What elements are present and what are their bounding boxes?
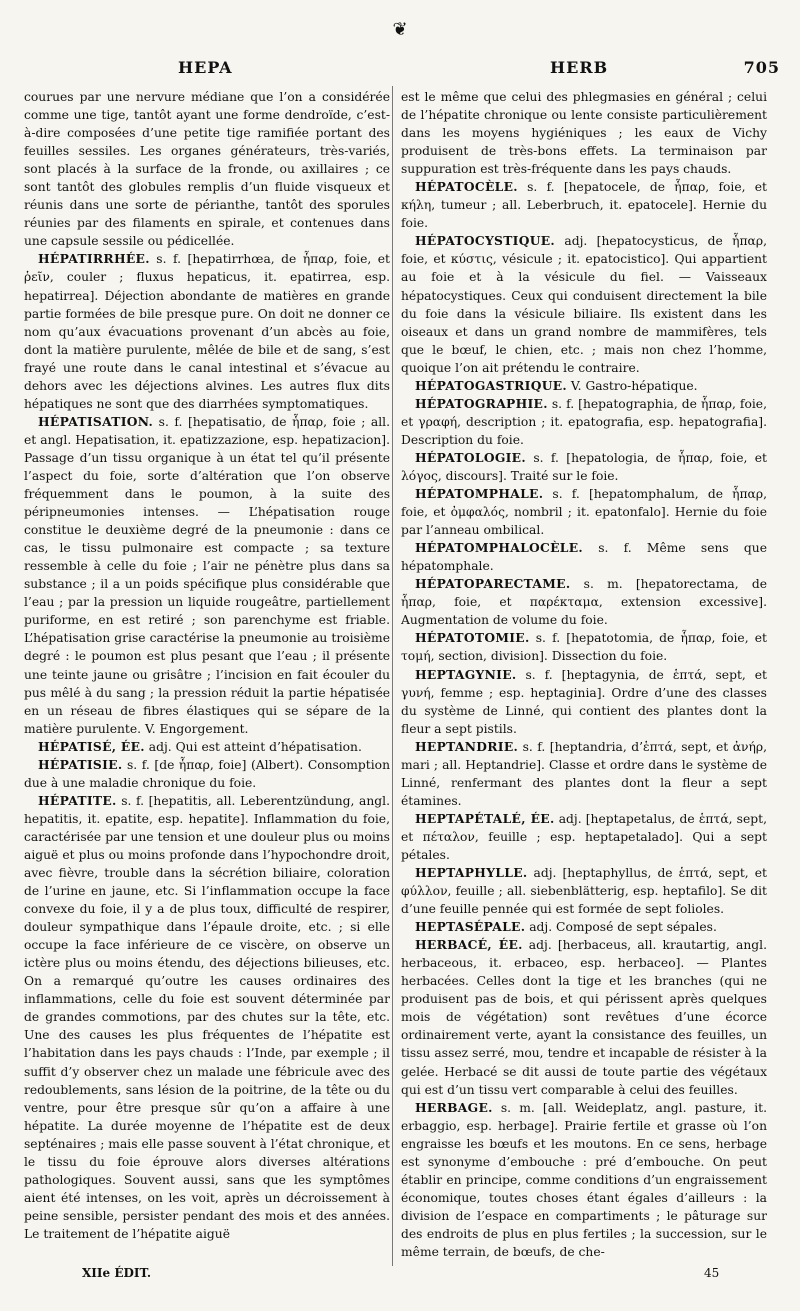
entry	[401, 485, 767, 539]
entry-text: s. f. [hepatologia, de ἧπαρ, foie, et λόγος, discours]. Traité sur le foie.	[401, 450, 767, 483]
edition-mark: XIIe ÉDIT.	[82, 1266, 152, 1280]
entry	[401, 864, 767, 918]
entry	[401, 666, 767, 738]
entry-headword: HEPTAPHYLLE.	[415, 865, 528, 881]
entry	[24, 792, 390, 1243]
entry-headword: HEPTAGYNIE.	[415, 666, 517, 682]
entry-headword: HÉPATISÉ, ÉE.	[38, 738, 145, 754]
entry-text: s. m. [all. Weideplatz, angl. pasture, it. erbaggio, esp. herbage]. Prairie fertile et grasse où l’on engraisse les bœufs et les moutons. En ce sens, herbage est synonyme d’embouche : pré d’embouche. On peut établir en principe, comme conditions d’un engraissement économique, toutes choses étant égales d’ailleurs : la division de l’espace en compartiments ; le pâturage sur des endroits de plus en plus fertiles ; la succession, sur le même terrain, de bœufs, de che-	[401, 1100, 767, 1259]
entry-headword: HÉPATOCÈLE.	[415, 179, 518, 195]
entry	[401, 629, 767, 665]
entry	[401, 810, 767, 864]
column-right	[401, 88, 767, 1266]
entry-text: s. m. [hepatorectama, de ἧπαρ, foie, et παρέκταμα, extension excessive]. Augmentation de volume du foie.	[401, 577, 767, 628]
entry-text: s. f. [heptagynia, de ἑπτά, sept, et γυνή, femme ; esp. heptaginia]. Ordre d’une des classes du système de Linné, qui contient des plantes dont la fleur a sept pistils.	[401, 667, 767, 736]
entry-headword: HÉPATOMPHALE.	[415, 486, 544, 502]
entry-headword: HÉPATOGRAPHIE.	[415, 395, 548, 411]
entry-continuation	[24, 88, 390, 250]
entry-text: s. f. [de ἧπαρ, foie] (Albert). Consomption due à une maladie chronique du foie.	[24, 757, 390, 790]
entry-text: adj. [heptaphyllus, de ἑπτά, sept, et φύλλον, feuille ; all. siebenblätterig, esp. heptafilo]. Se dit d’une feuille pennée qui est formée de sept folioles.	[401, 866, 767, 917]
entry-text: s. f. [hepatographia, de ἧπαρ, foie, et γραφή, description ; it. epatografia, esp. hepatografia]. Description du foie.	[401, 396, 767, 447]
entry	[401, 395, 767, 449]
entry-text: V. Gastro-hépatique.	[567, 378, 698, 393]
ornament: ❦	[392, 19, 408, 40]
entry-text: s. f. [heptandria, d’ἑπτά, sept, et ἀνήρ, mari ; all. Heptandrie]. Classe et ordre dans le système de Linné, renfermant des plantes dont la fleur a sept étamines.	[401, 739, 767, 808]
entry-text: adj. Composé de sept sépales.	[525, 920, 717, 935]
entry-text: adj. [heptapetalus, de ἑπτά, sept, et πέταλον, feuille ; esp. heptapetalado]. Qui a sept pétales.	[401, 811, 767, 862]
entry-headword: HÉPATISIE.	[38, 756, 123, 772]
entry-headword: HEPTASÉPALE.	[415, 919, 526, 935]
running-head-left: HEPA	[178, 58, 233, 77]
column-left	[24, 88, 390, 1266]
entry-headword: HÉPATOTOMIE.	[415, 630, 530, 646]
entry	[24, 756, 390, 792]
column-divider	[392, 86, 393, 1266]
entry	[401, 449, 767, 485]
entry-text: adj. Qui est atteint d’hépatisation.	[144, 739, 362, 754]
entry-text: s. f. Même sens que hépatomphale.	[401, 541, 767, 574]
entry-text: est le même que celui des phlegmasies en général ; celui de l’hépatite chronique ou lente consiste particulièrement dans les moyens hygiéniques ; les eaux de Vichy produisent de très-bons effets. La terminaison par suppuration est très-fréquente dans les pays chauds.	[401, 90, 767, 177]
entry	[401, 575, 767, 629]
entry-headword: HÉPATOGASTRIQUE.	[415, 377, 568, 393]
entry-headword: HERBAGE.	[415, 1099, 493, 1115]
entry-headword: HEPTAPÉTALÉ, ÉE.	[415, 810, 555, 826]
entry-headword: HEPTANDRIE.	[415, 738, 519, 754]
entry-text: s. f. [hepatisatio, de ἧπαρ, foie ; all. et angl. Hepatisation, it. epatizzazione, esp. hepatizacion]. Passage d’un tissu organique à un état tel qu’il présente l’aspect du foie, sorte d’altération que l’on observe fréquemment dans le poumon, à la suite des péripneumonies intenses. — L’hépatisation rouge constitue le deuxième degré de la pneumonie : dans ce cas, le tissu pulmonaire est compacte ; sa texture ressemble à celle du foie ; l’air ne pénètre plus dans sa substance ; il a un poids spécifique plus considérable que l’eau ; par la pression un liquide rougeâtre, partiellement puriforme, en est retiré ; son parenchyme est friable. L’hépatisation grise caractérise la pneumonie au troisième degré : le poumon est plus pesant que l’eau ; il présente une teinte jaune ou grisâtre ; l’incision en fait écouler du pus mêlé à du sang ; la pression réduit la partie hépatisée en un réseau de fibres élastiques qui se sépare de la matière purulente. V. Engorgement.	[24, 414, 390, 736]
entry	[401, 1099, 767, 1261]
entry-headword: HERBACÉ, ÉE.	[415, 937, 523, 953]
entry-text: courues par une nervure médiane que l’on a considérée comme une tige, tantôt ayant une forme dendroïde, c’est-à-dire composées d’une petite tige ramifiée portant des feuilles sessiles. Les organes générateurs, très-variés, sont placés à la surface de la fronde, ou axillaires ; ce sont tantôt des globules remplis d’un fluide visqueux et réunis dans une sorte de périanthe, tantôt des sporules réunies par des filaments en spirale, et contenues dans une capsule sessile ou pédicellée.	[24, 90, 390, 249]
entry	[401, 936, 767, 1098]
entry-text: adj. [hepatocysticus, de ἧπαρ, foie, et κύστις, vésicule ; it. epatocistico]. Qui appartient au foie et à la vésicule du fiel. — Vaisseaux hépatocystiques. Ceux qui conduisent directement la bile du foie dans la vésicule biliaire. Ils existent dans les oiseaux et dans un grand nombre de mammifères, tels que le bœuf, le chien, etc. ; mais non chez l’homme, quoique l’on ait prétendu le contraire.	[401, 234, 767, 375]
page-header	[20, 58, 780, 82]
signature-number: 45	[704, 1266, 720, 1280]
entry	[24, 250, 390, 412]
entry-headword: HÉPATIRRHÉE.	[38, 251, 150, 267]
entry	[24, 413, 390, 738]
page-number: 705	[743, 58, 780, 77]
entry-headword: HÉPATISATION.	[38, 413, 154, 429]
entry	[401, 178, 767, 232]
entry-text: s. f. [hepatomphalum, de ἧπαρ, foie, et ὀμφαλός, nombril ; it. epatonfalo]. Hernie du foie par l’anneau ombilical.	[401, 487, 767, 538]
entry-text: adj. [herbaceus, all. krautartig, angl. herbaceous, it. erbaceo, esp. herbaceo]. — Plantes herbacées. Celles dont la tige et les branches (qui ne produisent pas de bois, et qui périssent après quelques mois de végétation) sont revêtues d’une écorce ordinairement verte, ayant la consistance des feuilles, un tissu assez serré, mou, tendre et incapable de résister à la gelée. Herbacé se dit aussi de toute partie des végétaux qui est d’un tissu vert comparable à celui des feuilles.	[401, 938, 767, 1097]
entry-text: s. f. [hepatocele, de ἧπαρ, foie, et κήλη, tumeur ; all. Leberbruch, it. epatocele]. Hernie du foie.	[401, 180, 767, 231]
page-footer	[24, 1266, 780, 1288]
entry-text: s. f. [hepatitis, all. Leberentzündung, angl. hepatitis, it. epatite, esp. hepatite]. Inflammation du foie, caractérisée par une tension et une douleur plus ou moins aiguë et plus ou moins profonde dans l’hypochondre droit, avec fièvre, trouble dans la sécrétion biliaire, coloration de l’urine en jaune, etc. Si l’inflammation occupe la face convexe du foie, il y a de plus toux, difficulté de respirer, douleur sympathique dans l’épaule droite, etc. ; si elle occupe la face inférieure de ce viscère, on observe un ictère plus ou moins étendu, des déjections bilieuses, etc. On a remarqué qu’outre les causes ordinaires des inflammations, celle du foie est souvent déterminée par de grandes commotions, par des chutes sur la tête, etc. Une des causes les plus fréquentes de l’hépatite est l’habitation dans les pays chauds : l’Inde, par exemple ; il suffit d’y observer chez un malade une fébricule avec des redoublements, sans lésion de la poitrine, de la tête ou du ventre, pour être presque sûr qu’on a affaire à une hépatite. La durée moyenne de l’hépatite est de deux septénaires ; mais elle passe souvent à l’état chronique, et le tissu du foie éprouve alors diverses altérations pathologiques. Souvent aussi, sans que les symptômes aient été intenses, on les voit, après un décroissement à peine sensible, persister pendant des mois et des années. Le traitement de l’hépatite aiguë	[24, 793, 390, 1241]
entry-headword: HÉPATITE.	[38, 792, 117, 808]
entry-text: s. f. [hepatirrhœa, de ἧπαρ, foie, et ῥεῖν, couler ; fluxus hepaticus, it. epatirrea, esp. hepatirrea]. Déjection abondante de matières en grande partie formées de bile presque pure. On doit ne donner ce nom qu’aux évacuations provenant d’un abcès au foie, dont la matière purulente, mêlée de bile et de sang, s’est frayé une route dans le canal intestinal et s’évacue au dehors avec les déjections alvines. Les autres flux dits hépatiques ne sont que des diarrhées symptomatiques.	[24, 252, 390, 411]
entry	[24, 738, 390, 756]
entry	[401, 918, 767, 936]
entry	[401, 232, 767, 376]
entry-headword: HÉPATOPARECTAME.	[415, 576, 571, 592]
entry	[401, 738, 767, 810]
entry	[401, 377, 767, 395]
running-head-right: HERB	[550, 58, 609, 77]
entry-headword: HÉPATOMPHALOCÈLE.	[415, 540, 584, 556]
entry	[401, 539, 767, 575]
entry-text: s. f. [hepatotomia, de ἧπαρ, foie, et τομή, section, division]. Dissection du foie.	[401, 631, 767, 664]
entry-continuation	[401, 88, 767, 178]
entry-headword: HÉPATOCYSTIQUE.	[415, 233, 556, 249]
entry-headword: HÉPATOLOGIE.	[415, 449, 526, 465]
